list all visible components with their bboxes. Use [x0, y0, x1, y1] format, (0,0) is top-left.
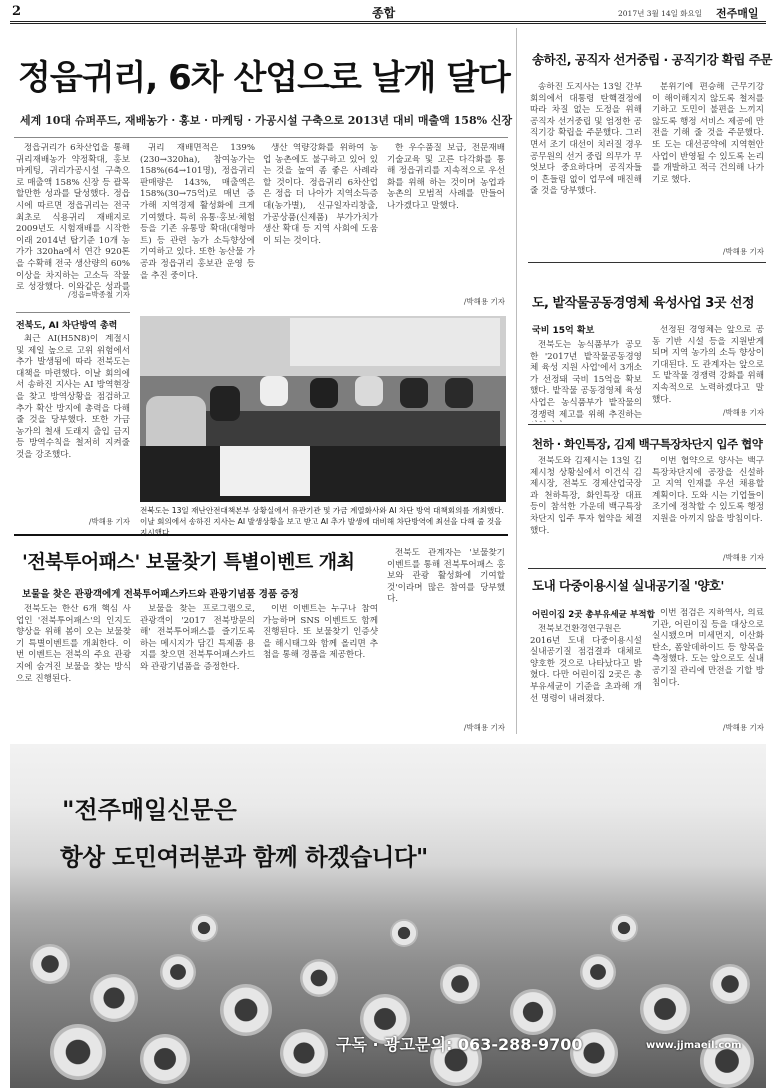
- photo-caption: 전북도는 13일 재난안전대책본부 상황실에서 유관기관 및 가금 계열화사와 AI 차단 방역 대책회의를 개최했다. 이날 회의에서 송하진 지사는 AI 발생상황을 보고 받고 AI 추가 발생에 대비해 차단방역에 최선을 다해 줄 것을 지시했다.: [140, 506, 504, 537]
- right-article-1-byline: /박해용 기자: [722, 247, 764, 256]
- event-col2: 보물을 찾는 프로그램으로, 관광객이 '2017 전북방문의 해' 전북투어패스를 즐기도록 하는 메시지가 담긴 특제품 용지를 찾으면 전북투어패스카드와 관광기념품을 증정한다.: [140, 604, 255, 672]
- main-article-col1: 정읍귀리가 6차산업을 통해 귀리재배농가 약정확대, 홍보마케팅, 귀리가공시설 구축으로 매출액 158% 신장 등 괄목할만한 성과를 달성했다. 정읍시에 따르면 정읍귀리는 전국 최초로 식용귀리 재배지로 2009년도 시험재배를 시작한 이래 2014년 탑기준 10개 농가가 320ha에서 연간 920톤을 수확해 전국 생산량의 60%이상을 차지하는 고소득 작물로 성장했다. 이와같은 성과를: [16, 143, 130, 293]
- ad-contact: 구독 · 광고문의: 063-288-9700: [336, 1035, 583, 1054]
- ad-headline-line1: "전주매일신문은: [62, 796, 237, 824]
- right-article-2-byline: /박해용 기자: [722, 408, 764, 417]
- right-article-3-byline: /박해용 기자: [722, 553, 764, 562]
- right-article-4-byline: /박해용 기자: [722, 723, 764, 732]
- right-article-4-title: 도내 다중이용시설 실내공기질 '양호': [532, 578, 724, 593]
- paper-name: 전주매일: [716, 7, 759, 20]
- ad-url[interactable]: www.jjmaeil.com: [646, 1040, 742, 1051]
- page-number: 2: [12, 4, 22, 19]
- section-name: 종합: [372, 6, 396, 20]
- event-subtitle: 보물을 찾은 관광객에게 전북투어패스카드와 관광기념품 경품 증정: [22, 589, 299, 600]
- issue-date: 2017년 3월 14일 화요일: [618, 9, 703, 18]
- main-article-col4: 한 우수품질 보급, 전문재배기술교육 및 고른 다각화를 통해 정읍귀리를 지속적으로 우선화를 위해 하는 것이며 농업과 농촌의 모범적 사례를 만들어 나가겠다고 말했다.: [387, 143, 505, 211]
- right-article-3-col2: 이번 협약으로 양사는 백구특장차단지에 공장을 신설하고 지역 인재를 우선 채용할 계획이다. 도와 시는 기업들이 조기에 정착할 수 있도록 행정지원을 아끼지 않을 방침이다.: [652, 456, 764, 524]
- right-article-2-col2: 선정된 경영체는 앞으로 공동 기반 시설 등을 지원받게 되며 지역 농가의 소득 향상이 기대된다. 도 관계자는 앞으로도 밭작물 경쟁력 강화를 위해 지속적으로 노력하겠다고 말했다.: [652, 325, 764, 405]
- main-article-col3: 생산 역량강화를 위하여 농업 농촌에도 불구하고 있어 있는 것을 높여 좀 좋은 사례라 할 것이다. 정읍귀리 6차산업은 정읍 더 나아가 지역소득증대(농가별), 신규일자리창출, 가공상품(신제품) 부가가치가 생산 확대 등 지역 사회에 도움이 되는 것이다.: [263, 143, 378, 246]
- brief-byline: /박해용 기자: [88, 517, 130, 526]
- ad-headline-line2: 항상 도민여러분과 함께 하겠습니다": [60, 843, 428, 871]
- right-article-4-col2: 이번 점검은 지하역사, 의료기관, 어린이집 등을 대상으로 실시됐으며 미세먼지, 이산화탄소, 폼알데하이드 등 항목을 측정했다. 도는 앞으로도 실내공기질 관리에 만전을 기할 방침이다.: [652, 608, 764, 688]
- meeting-photo: [140, 316, 506, 502]
- event-col1: 전북도는 한산 6개 핵심 사업인 '전북투어패스'의 인지도 향상을 위해 봄이 오는 보물찾기 특별이벤트를 개최한다. 이번 이벤트는 전북의 주요 관광지에 숨겨진 보물을 찾는 방식으로 진행된다.: [16, 604, 131, 684]
- right-article-1-col1: 송하진 도지사는 13일 간부회의에서 대통령 탄핵결정에 따라 차질 없는 도정을 위해 공직자 선거중립 및 엄정한 공직기강 확립을 주문했다. 그러면서 조기 대선이 치러질 경우 공무원의 선거 중립 의무가 무엇보다 중요하다며 공직자들이 흔들림 없이 업무에 매진해 줄 것을 당부했다.: [530, 82, 642, 197]
- brief-title: 전북도, AI 차단방역 총력: [16, 321, 118, 331]
- main-subhead: 세계 10대 슈퍼푸드, 재배농가 · 홍보 · 마케팅 · 가공시설 구축으로 2013년 대비 매출액 158% 신장: [20, 114, 513, 127]
- right-article-1-title: 송하진, 공직자 선거중립 · 공직기강 확립 주문: [532, 52, 772, 67]
- right-article-2-title: 도, 밭작물공동경영체 육성사업 3곳 선정: [532, 296, 755, 311]
- advertisement-banner: [10, 744, 766, 1088]
- right-article-4-subtitle: 어린이집 2곳 총부유세균 부적합: [532, 610, 655, 620]
- right-article-2-subtitle: 국비 15억 확보: [532, 326, 595, 336]
- col4-byline: /박해용 기자: [463, 297, 505, 306]
- right-article-2-col1: 전북도는 농식품부가 공모한 '2017년 밭작물공동경영체 육성 지원 사업'에서 3개소가 선정돼 국비 15억을 확보했다. 밭작물 공동경영체 육성사업은 농식품부가 밭작물의 경쟁력 제고를 위해 추진하는: [530, 340, 642, 420]
- main-article-byline: /정읍=박종철 기자: [68, 290, 130, 299]
- right-article-3-col1: 전북도와 김제시는 13일 김제시청 상황실에서 이건식 김제시장, 전북도 경제산업국장과 천하특장, 화인특장 대표 등이 참석한 가운데 백구특장차단지 입주 투자 협약을 체결했다.: [530, 456, 642, 536]
- right-article-3-title: 천하 · 화인특장, 김제 백구특장차단지 입주 협약: [532, 437, 763, 451]
- main-article-col2: 귀리 재배면적은 139%(230→320ha), 참여농가는 158%(64→101명), 정읍귀리판매량은 143%, 매출액은 158%(30→75억)로 매년 증가해 지역경제 활성화에 크게 기여했다. 특히 유통·홍보·체험 등을 기존 유통망 확대(대형마트) 등 관련 농가 소득향상에 기여하고 있다. 또한 농산물 가공과 정읍귀리 홍보관 운영 등을 추진 중이다.: [140, 143, 255, 281]
- brief-text: 최근 AI(H5N8)이 계절시 및 제일 높으로 고위 위험에서 추가 발생됨에 따라 전북도는 대책을 마련했다. 이날 회의에서 송하진 지사는 AI 방역현장을 찾고 방역상황을 점검하고 추가 확산 방지에 총력을 다해 줄 것을 당부했다. 또한 가금 농가의 철새 도래지 출입 금지 등 방역수칙을 철저히 지켜줄 것을 강조했다.: [16, 334, 130, 460]
- right-article-1-col2: 분위기에 편승해 근무기강이 해이해지지 않도록 철저를 기하고 도민이 불편을 느끼지 않도록 행정 서비스 제공에 만전을 기해 줄 것을 주문했다. 또 도는 대선공약에 지역현안 사업이 반영될 수 있도록 논리를 개발하고 적극 건의해 나가기로 했다.: [652, 82, 764, 185]
- event-byline: /박해용 기자: [463, 723, 505, 732]
- event-col4: 전북도 관계자는 '보물찾기 이벤트를 통해 전북투어패스 홍보와 관광 활성화에 기여할 것'이라며 많은 참여를 당부했다.: [387, 548, 505, 605]
- main-headline: 정읍귀리, 6차 산업으로 날개 달다: [18, 58, 510, 98]
- event-headline: '전북투어패스' 보물찾기 특별이벤트 개최: [22, 551, 355, 573]
- right-article-4-col1: 전북보건환경연구원은 2016년 도내 다중이용시설 실내공기질 점검결과 대체로 양호한 것으로 나타났다고 밝혔다. 다만 어린이집 2곳은 총부유세균이 기준을 초과해 개선 명령이 내려졌다.: [530, 624, 642, 704]
- event-col3: 이번 이벤트는 누구나 참여 가능하며 SNS 이벤트도 함께 진행된다. 또 보물찾기 인증샷을 해시태그와 함께 올리면 추첨을 통해 경품을 제공한다.: [263, 604, 378, 661]
